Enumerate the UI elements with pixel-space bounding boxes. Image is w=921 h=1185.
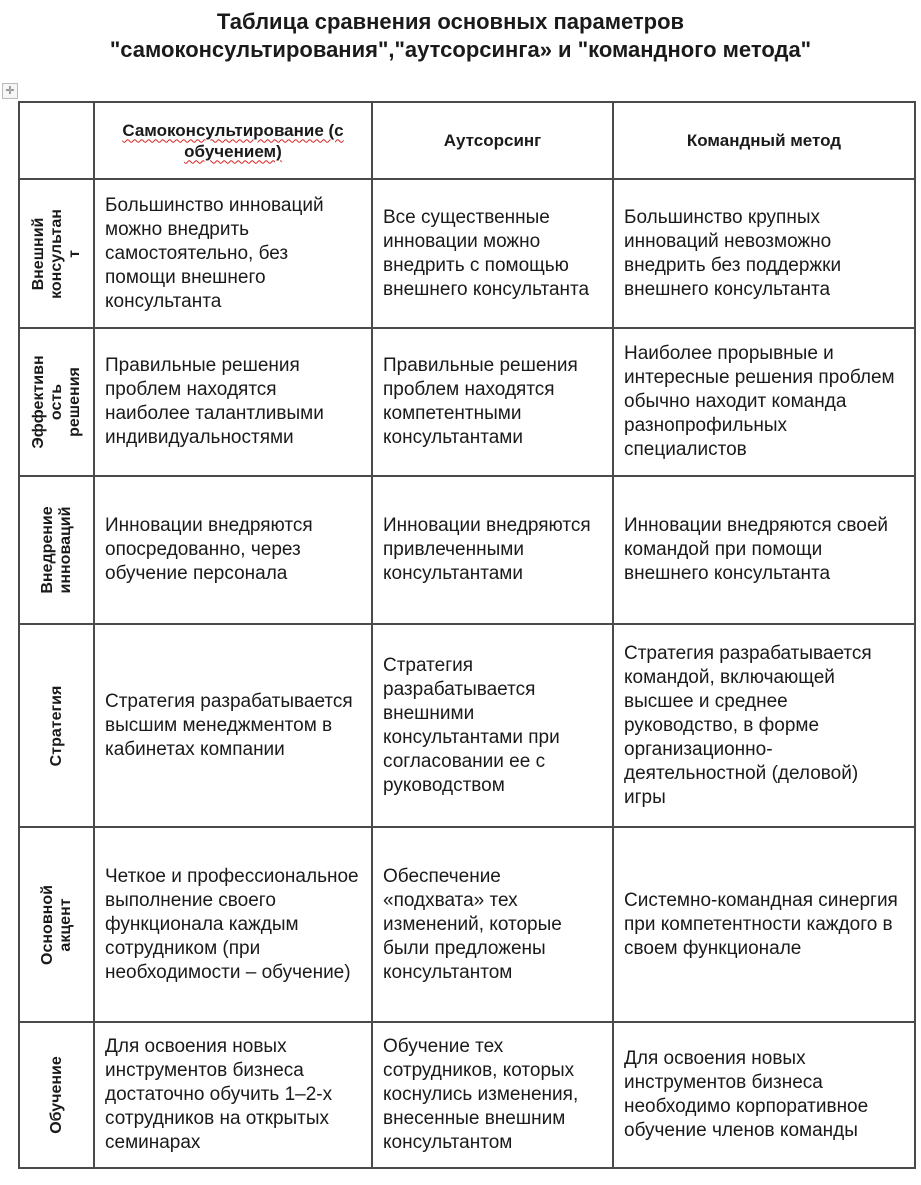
move-handle-icon[interactable]: ✛ (2, 83, 18, 99)
table-cell: Все существенные инновации можно внедрить с помощью внешнего консультанта (372, 179, 613, 328)
row-header (19, 328, 94, 476)
row-header-label (39, 885, 75, 965)
table-cell: Стратегия разрабатывается командой, включающей высшее и среднее руководство, в форме организационно-деятельностной (деловой) игры (613, 624, 915, 827)
row-header-label (30, 355, 84, 448)
row-header-line: Обучение (47, 1056, 65, 1134)
column-header-outsourcing: Аутсорсинг (372, 102, 613, 179)
row-header-line: Внешний (29, 217, 47, 290)
row-header (19, 476, 94, 624)
table-cell: Четкое и профессиональное выполнение своего функционала каждым сотрудником (при необходимости – обучение) (94, 827, 372, 1022)
row-header-label (30, 209, 84, 299)
table-cell: Стратегия разрабатывается высшим менеджментом в кабинетах компании (94, 624, 372, 827)
table-cell: Большинство крупных инноваций невозможно внедрить без поддержки внешнего консультанта (613, 179, 915, 328)
table-cell: Обеспечение «подхвата» тех изменений, которые были предложены консультантом (372, 827, 613, 1022)
table-cell: Инновации внедряются своей командой при помощи внешнего консультанта (613, 476, 915, 624)
table-row (19, 328, 915, 476)
row-header-label (48, 685, 66, 766)
row-header-line: Внедрение (38, 506, 56, 594)
row-header-line: инноваций (56, 506, 74, 594)
row-header-line: акцент (56, 897, 74, 952)
row-header-line: Эффективн (29, 355, 47, 449)
table-cell: Правильные решения проблем находятся наиболее талантливыми индивидуальностями (94, 328, 372, 476)
table-cell: Для освоения новых инструментов бизнеса достаточно обучить 1–2-х сотрудников на открытых семинарах (94, 1022, 372, 1168)
column-header (94, 102, 372, 179)
row-header-label (39, 506, 75, 593)
table-row (19, 624, 915, 827)
row-header-line: решения (65, 367, 83, 437)
row-header-line: консультан (47, 208, 65, 299)
row-header-line: Стратегия (47, 685, 65, 766)
row-header-line: Основной (38, 884, 56, 965)
row-header (19, 624, 94, 827)
table-row (19, 1022, 915, 1168)
cell-text: Наиболее прорывные и интересные решения проблем обычно находит команда разнопрофильных специалистов (624, 343, 895, 460)
column-header-team-method: Командный метод (613, 102, 915, 179)
table-cell: Инновации внедряются привлеченными консультантами (372, 476, 613, 624)
row-header (19, 1022, 94, 1168)
table-row (19, 476, 915, 624)
table-cell: Правильные решения проблем находятся компетентными консультантами (372, 328, 613, 476)
table-cell: Большинство инноваций можно внедрить самостоятельно, без помощи внешнего консультанта (94, 179, 372, 328)
row-header (19, 827, 94, 1022)
table-cell (613, 328, 915, 476)
title-line-1: Таблица сравнения основных параметров (216, 9, 685, 34)
table-row (19, 827, 915, 1022)
title-line-2: "самоконсультирования","аутсорсинга» и "командного метода" (109, 37, 812, 62)
row-header (19, 179, 94, 328)
comparison-table (18, 101, 916, 1169)
table-cell: Системно-командная синергия при компетентности каждого в своем функционале (613, 827, 915, 1022)
page-title (0, 8, 921, 64)
column-header-self-consulting: Самоконсультирование (с обучением) (122, 120, 344, 161)
row-header-label (48, 1056, 66, 1134)
table-row (19, 179, 915, 328)
table-cell: Стратегия разрабатывается внешними консультантами при согласовании ее с руководством (372, 624, 613, 827)
row-header-line: ость (47, 383, 65, 421)
table-cell: Инновации внедряются опосредованно, через обучение персонала (94, 476, 372, 624)
table-cell: Для освоения новых инструментов бизнеса необходимо корпоративное обучение членов команды (613, 1022, 915, 1168)
table-cell: Обучение тех сотрудников, которых коснулись изменения, внесенные внешним консультантом (372, 1022, 613, 1168)
header-corner-cell (19, 102, 94, 179)
header-row (19, 102, 915, 179)
row-header-line: т (65, 249, 83, 258)
